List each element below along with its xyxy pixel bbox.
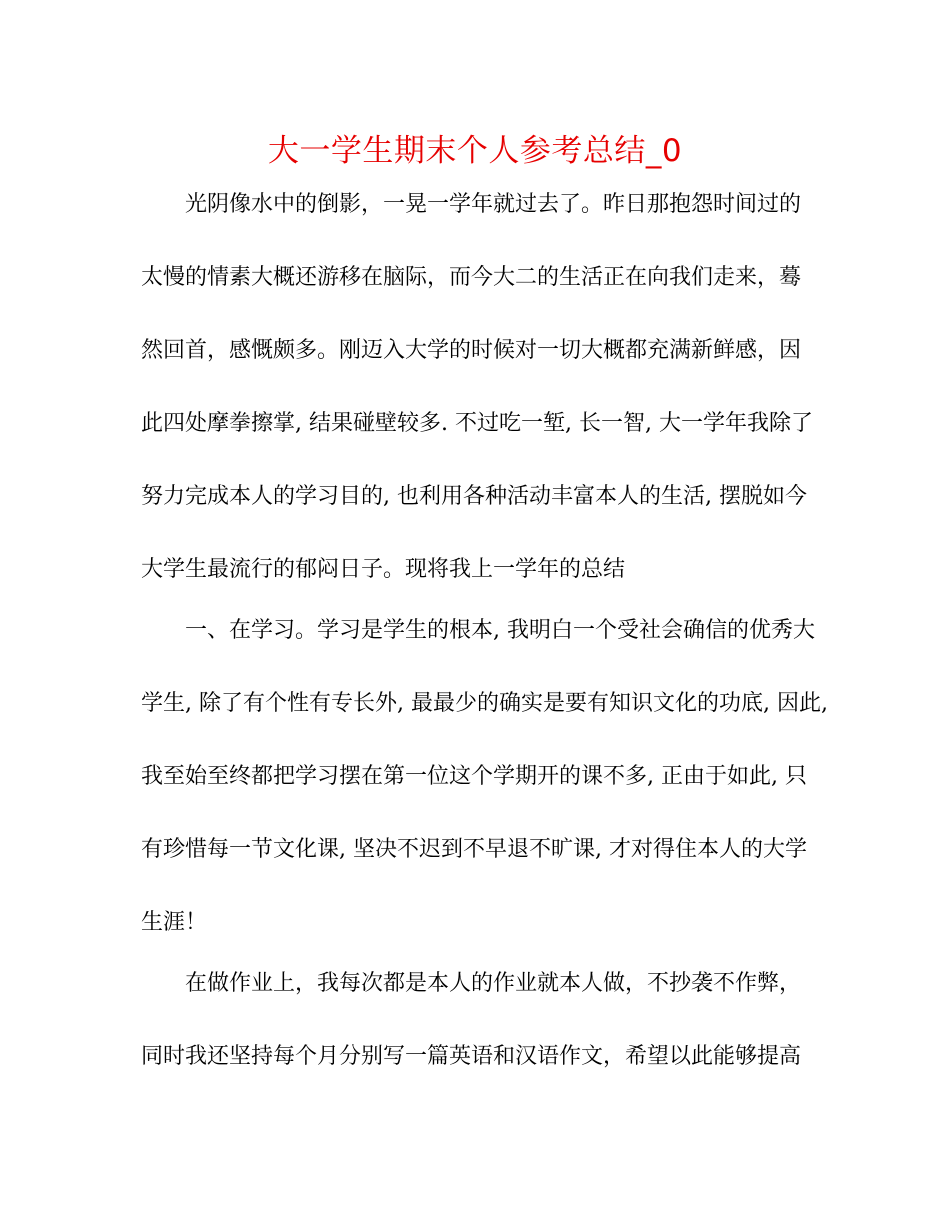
paragraph-line: 我至始至终都把学习摆在第一位这个学期开的课不多, 正由于如此, 只 xyxy=(141,764,807,789)
paragraph-line: 然回首，感慨颇多。刚迈入大学的时候对一切大概都充满新鲜感，因 xyxy=(141,338,802,363)
paragraph-line: 光阴像水中的倒影，一晃一学年就过去了。昨日那抱怨时间过的 xyxy=(185,192,802,217)
paragraph-line: 生涯！ xyxy=(141,910,208,935)
paragraph-line: 此四处摩拳擦掌, 结果碰壁较多. 不过吃一堑, 长一智, 大一学年我除了 xyxy=(141,411,813,436)
paragraph-line: 努力完成本人的学习目的, 也利用各种活动丰富本人的生活, 摆脱如今 xyxy=(141,484,807,509)
paragraph-line: 大学生最流行的郁闷日子。现将我上一学年的总结 xyxy=(141,557,626,582)
paragraph-line: 有珍惜每一节文化课, 坚决不迟到不早退不旷课, 才对得住本人的大学 xyxy=(141,837,807,862)
paragraph-line: 在做作业上，我每次都是本人的作业就本人做，不抄袭不作弊， xyxy=(185,971,802,996)
paragraph-line: 太慢的情素大概还游移在脑际，而今大二的生活正在向我们走来，蓦 xyxy=(141,265,802,290)
document-title: 大一学生期末个人参考总结_0 xyxy=(267,133,683,169)
paragraph-line: 一、在学习。学习是学生的根本, 我明白一个受社会确信的优秀大 xyxy=(185,618,815,643)
paragraph-line: 同时我还坚持每个月分别写一篇英语和汉语作文，希望以此能够提高 xyxy=(141,1044,802,1069)
paragraph-line: 学生, 除了有个性有专长外, 最最少的确实是要有知识文化的功底, 因此, xyxy=(141,691,828,716)
